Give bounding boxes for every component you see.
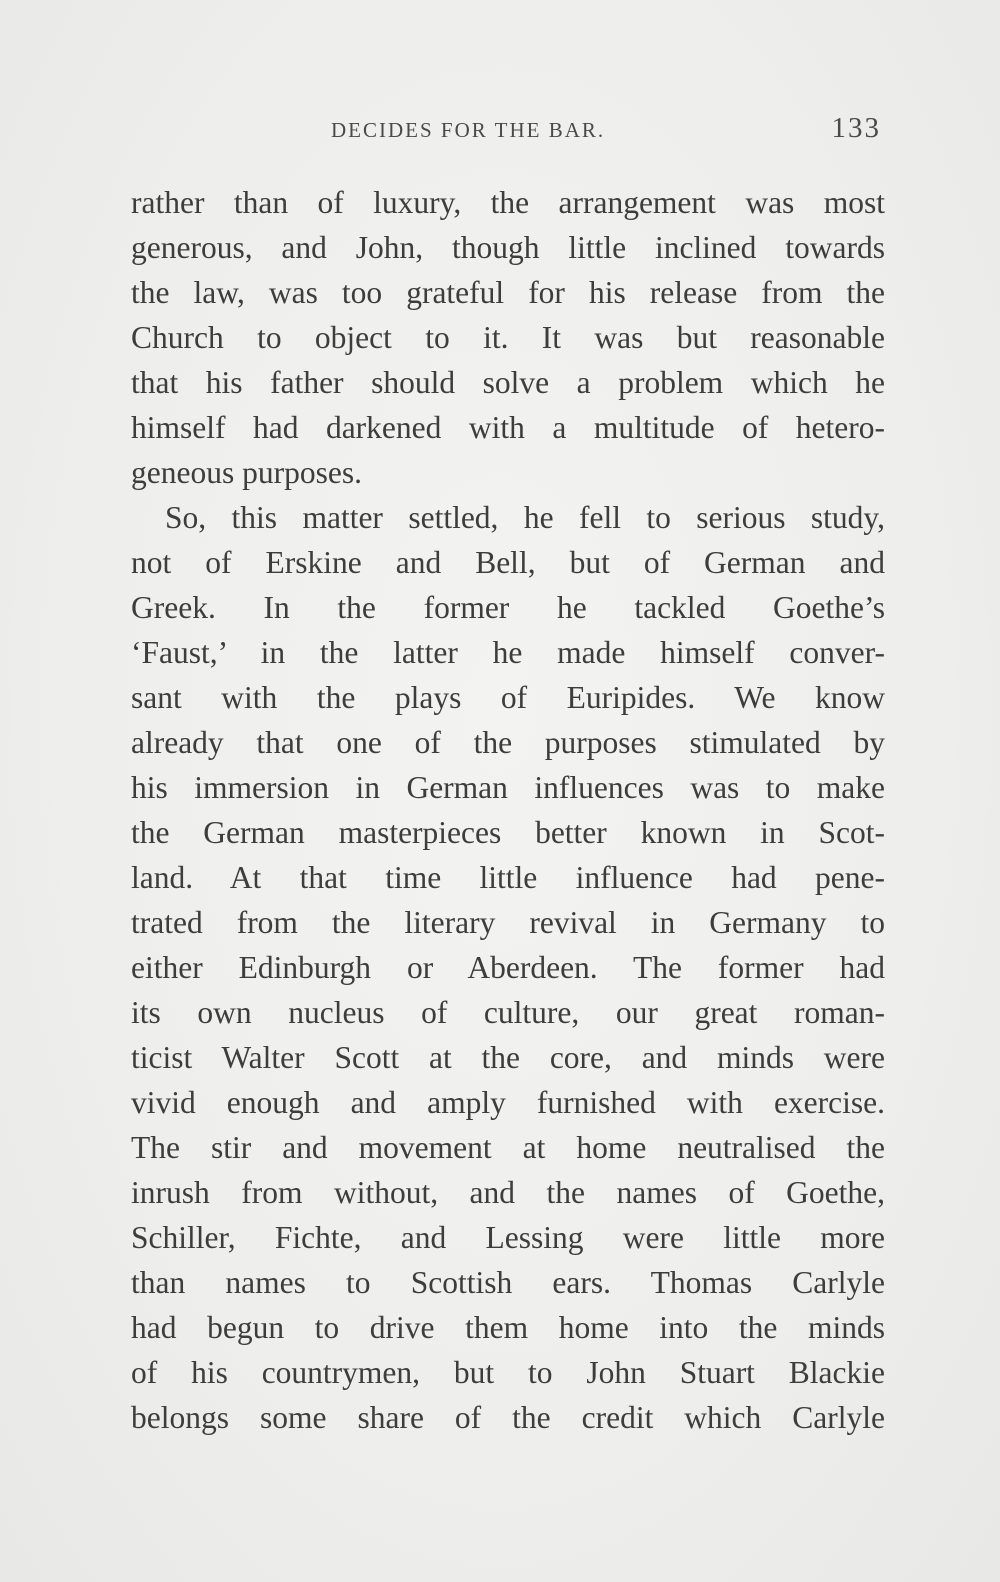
page-number: 133 — [831, 112, 881, 144]
text-line: had begun to drive them home into the minds — [131, 1310, 885, 1345]
body-text — [131, 180, 885, 1440]
text-line: than names to Scottish ears. Thomas Carlyle — [131, 1265, 885, 1300]
running-title: DECIDES FOR THE BAR. — [331, 118, 606, 142]
text-line: Schiller, Fichte, and Lessing were little more — [131, 1220, 885, 1255]
text-line: either Edinburgh or Aberdeen. The former had — [131, 950, 885, 985]
text-line: Greek. In the former he tackled Goethe’s — [131, 590, 885, 625]
text-line: inrush from without, and the names of Goethe, — [131, 1175, 885, 1210]
paragraph-start-line: So, this matter settled, he fell to serious study, — [165, 500, 885, 535]
text-line: rather than of luxury, the arrangement was most — [131, 185, 885, 220]
text-line: land. At that time little influence had pene- — [131, 860, 885, 895]
text-line: ‘Faust,’ in the latter he made himself conver- — [131, 635, 885, 670]
text-line: his immersion in German influences was to make — [131, 770, 885, 805]
text-line: sant with the plays of Euripides. We know — [131, 680, 885, 715]
text-line: Church to object to it. It was but reasonable — [131, 320, 885, 355]
text-line: its own nucleus of culture, our great roman- — [131, 995, 885, 1030]
text-line: ticist Walter Scott at the core, and minds were — [131, 1040, 885, 1075]
text-line: the German masterpieces better known in Scot- — [131, 815, 885, 850]
text-line: already that one of the purposes stimulated by — [131, 725, 885, 760]
text-line: trated from the literary revival in Germany to — [131, 905, 885, 940]
text-line: belongs some share of the credit which Carlyle — [131, 1400, 885, 1435]
text-line: generous, and John, though little inclined towards — [131, 230, 885, 265]
running-head — [131, 112, 881, 152]
text-line: of his countrymen, but to John Stuart Blackie — [131, 1355, 885, 1390]
text-line: himself had darkened with a multitude of hetero- — [131, 410, 885, 445]
text-line: geneous purposes. — [131, 455, 362, 490]
text-line: that his father should solve a problem which he — [131, 365, 885, 400]
text-line: the law, was too grateful for his release from the — [131, 275, 885, 310]
text-line: not of Erskine and Bell, but of German and — [131, 545, 885, 580]
text-line: vivid enough and amply furnished with exercise. — [131, 1085, 885, 1120]
text-line: The stir and movement at home neutralised the — [131, 1130, 885, 1165]
